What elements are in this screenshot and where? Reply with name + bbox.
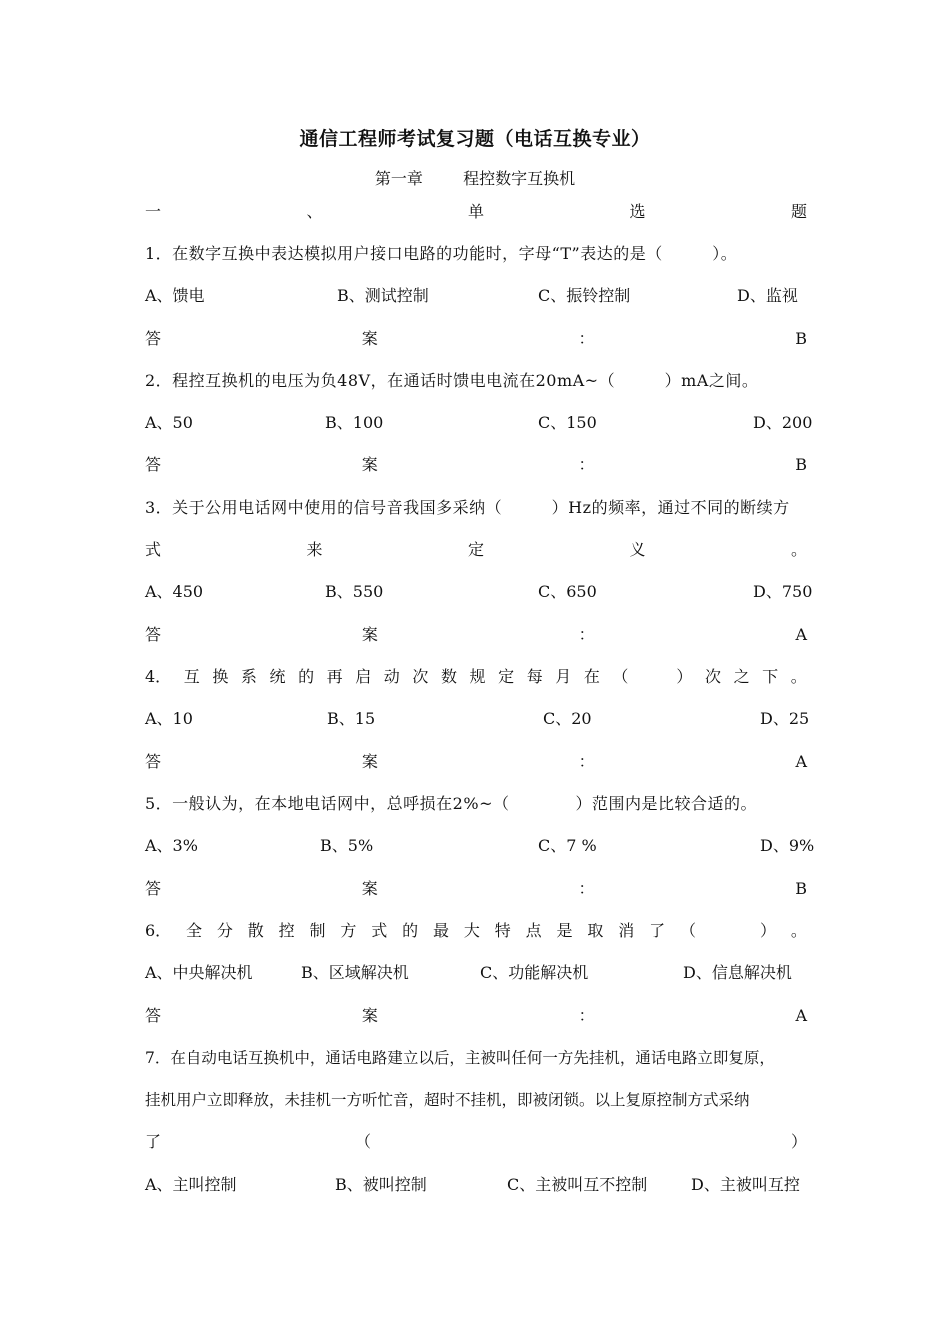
answer-1: 答 案 ： B <box>145 327 807 351</box>
option-c: C、主被叫互不控制 <box>507 1175 648 1194</box>
option-c: C、振铃控制 <box>538 286 631 305</box>
chapter-heading <box>0 166 950 189</box>
option-d: D、9% <box>760 836 815 855</box>
option-c: C、20 <box>543 709 592 728</box>
answer-4: 答 案 ： A <box>145 750 807 774</box>
option-b: B、100 <box>325 413 384 432</box>
question-2-options <box>145 411 813 435</box>
option-d: D、200 <box>753 413 813 432</box>
answer-value: B <box>795 879 807 898</box>
option-c: C、7 % <box>538 836 597 855</box>
question-7-line-3: 了 （ ） <box>145 1132 808 1151</box>
answer-value: B <box>795 329 807 348</box>
option-b: B、区域解决机 <box>301 963 409 982</box>
option-b: B、5% <box>320 836 374 855</box>
option-b: B、15 <box>327 709 376 728</box>
question-7: 7．在自动电话互换机中，通话电路建立以后，主被叫任何一方先挂机，通话电路立即复原， <box>145 1049 775 1067</box>
option-b: B、被叫控制 <box>335 1175 427 1194</box>
option-c: C、功能解决机 <box>480 963 589 982</box>
answer-2: 答 案 ： B <box>145 453 807 477</box>
question-7-line-2: 挂机用户立即释放，未挂机一方听忙音，超时不挂机，即被闭锁。以上复原控制方式采纳 <box>145 1091 750 1109</box>
option-a: A、450 <box>145 582 204 601</box>
chapter-name: 程控数字互换机 <box>463 169 576 188</box>
answer-value: A <box>795 752 807 771</box>
section-heading: 一 、 单 选 题 <box>145 202 807 221</box>
option-d: D、监视 <box>737 286 798 305</box>
question-5-options <box>145 834 815 858</box>
question-1-options <box>145 284 807 308</box>
question-4: 4． 互 换 系 统 的 再 启 动 次 数 规 定 每 月 在 （ ） 次 之 下 。 <box>145 667 807 686</box>
answer-value: B <box>795 455 807 474</box>
option-d: D、主被叫互控 <box>691 1175 800 1194</box>
question-6-options <box>145 961 807 985</box>
answer-value: A <box>795 625 807 644</box>
option-a: A、主叫控制 <box>145 1175 237 1194</box>
question-5: 5．一般认为，在本地电话网中，总呼损在2%~（ ）范围内是比较合适的。 <box>145 794 757 813</box>
question-3: 3．关于公用电话网中使用的信号音我国多采纳（ ）Hz的频率，通过不同的断续方 <box>145 498 790 517</box>
option-a: A、中央解决机 <box>145 963 253 982</box>
document-title: 通信工程师考试复习题（电话互换专业） <box>299 128 651 150</box>
question-2: 2．程控互换机的电压为负48V，在通话时馈电电流在20mA~（ ）mA之间。 <box>145 371 759 390</box>
answer-value: A <box>795 1006 807 1025</box>
option-a: A、10 <box>145 709 193 728</box>
question-1: 1．在数字互换中表达模拟用户接口电路的功能时，字母“T”表达的是（ ）。 <box>145 244 738 263</box>
option-b: B、测试控制 <box>337 286 429 305</box>
question-3-line-2: 式 来 定 义 。 <box>145 540 807 559</box>
question-3-options <box>145 580 813 604</box>
answer-5: 答 案 ： B <box>145 877 807 901</box>
option-d: D、信息解决机 <box>683 963 792 982</box>
option-a: A、馈电 <box>145 286 205 305</box>
answer-6: 答 案 ： A <box>145 1004 807 1028</box>
answer-3: 答 案 ： A <box>145 623 807 647</box>
option-a: A、3% <box>145 836 198 855</box>
chapter-number: 第一章 <box>374 169 423 188</box>
question-7-options <box>145 1173 807 1197</box>
question-4-options <box>145 707 810 731</box>
question-6: 6． 全 分 散 控 制 方 式 的 最 大 特 点 是 取 消 了 （ ） 。 <box>145 921 807 940</box>
option-c: C、150 <box>538 413 597 432</box>
option-d: D、25 <box>760 709 810 728</box>
option-b: B、550 <box>325 582 384 601</box>
option-c: C、650 <box>538 582 597 601</box>
option-a: A、50 <box>145 413 193 432</box>
option-d: D、750 <box>753 582 813 601</box>
